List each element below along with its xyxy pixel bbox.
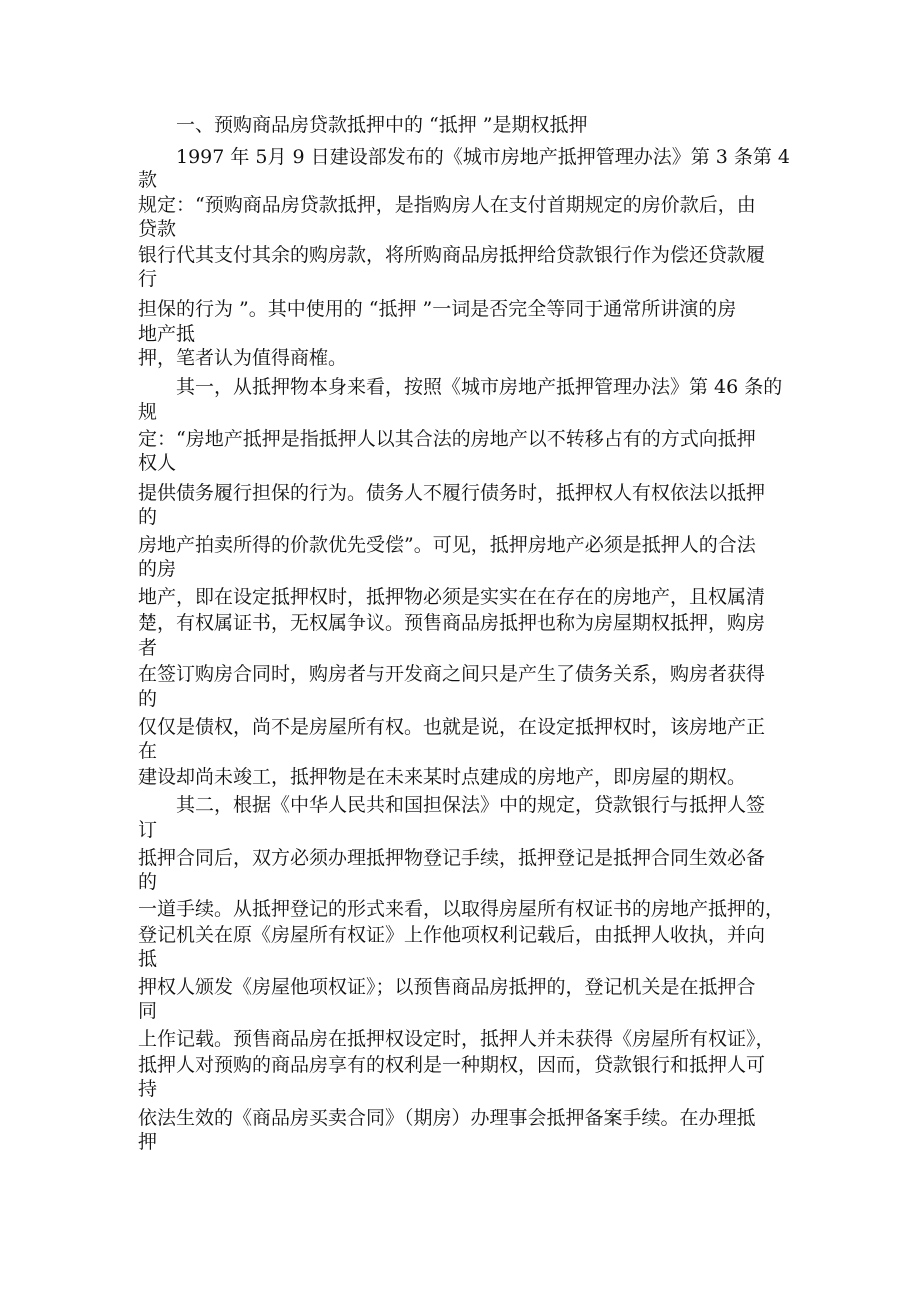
text-line: 在 [138,740,158,762]
text-line: 押，笔者认为值得商榷。 [138,347,348,369]
text-line: 抵 [138,948,158,970]
text-line: 一道手续。从抵押登记的形式来看，以取得房屋所有权证书的房地产抵押的， [138,898,785,920]
text-line: 的 [138,871,158,893]
text-line: 楚，有权属证书，无权属争议。预售商品房抵押也称为房屋期权抵押，购房 [138,612,766,634]
text-line: 担保的行为 ”。其中使用的 “抵押 ”一词是否完全等同于通常所讲演的房 [138,298,737,320]
text-line: 提供债务履行担保的行为。债务人不履行债务时，抵押权人有权依法以抵押 [138,482,766,504]
text-line: 款 [138,169,158,191]
text-line: 地产，即在设定抵押权时，抵押物必须是实实在在存在的房地产，且权属清 [138,586,766,608]
text-line: 行 [138,268,158,290]
text-line: 登记机关在原《房屋所有权证》上作他项权利记载后，由抵押人收执，并向 [138,924,766,946]
text-line: 持 [138,1078,158,1100]
text-line: 仅仅是债权，尚不是房屋所有权。也就是说，在设定抵押权时，该房地产正 [138,716,766,738]
text-line: 同 [138,1000,158,1022]
text-line: 其一，从抵押物本身来看，按照《城市房地产抵押管理办法》第 46 条的 [176,376,783,398]
text-line: 押权人颁发《房屋他项权证》；以预售商品房抵押的，登记机关是在抵押合 [138,976,756,998]
text-line: 押 [138,1131,158,1153]
text-line: 贷款 [138,218,177,240]
text-line: 房地产拍卖所得的价款优先受偿”。可见，抵押房地产必须是抵押人的合法 [138,534,756,556]
text-line: 订 [138,819,158,841]
text-line: 上作记载。预售商品房在抵押权设定时，抵押人并未获得《房屋所有权证》， [138,1028,775,1050]
text-line: 在签订购房合同时，购房者与开发商之间只是产生了债务关系，购房者获得 [138,663,766,685]
text-line: 权人 [138,452,177,474]
text-line: 地产抵 [138,323,196,345]
text-line: 定：“房地产抵押是指抵押人以其合法的房地产以不转移占有的方式向抵押 [138,428,756,450]
text-line: 依法生效的《商品房买卖合同》（期房）办理事会抵押备案手续。在办理抵 [138,1107,756,1129]
text-line: 抵押人对预购的商品房享有的权利是一种期权，因而，贷款银行和抵押人可 [138,1054,766,1076]
text-line: 1997 年 5月 9 日建设部发布的《城市房地产抵押管理办法》第 3 条第 4 [176,146,790,168]
text-line: 规定：“预购商品房贷款抵押，是指购房人在支付首期规定的房价款后，由 [138,194,756,216]
text-line: 的房 [138,558,177,580]
text-line: 规 [138,401,158,423]
text-line: 其二，根据《中华人民共和国担保法》中的规定，贷款银行与抵押人签 [176,794,766,816]
text-line: 建设却尚未竣工，抵押物是在未来某时点建成的房地产，即房屋的期权。 [138,766,747,788]
text-line: 者 [138,637,158,659]
text-line: 银行代其支付其余的购房款，将所购商品房抵押给贷款银行作为偿还贷款履 [138,244,766,266]
text-line: 的 [138,688,158,710]
text-line: 抵押合同后，双方必须办理抵押物登记手续，抵押登记是抵押合同生效必备 [138,847,766,869]
text-line: 的 [138,506,158,528]
section-heading: 一、预购商品房贷款抵押中的 “抵押 ”是期权抵押 [176,114,588,136]
